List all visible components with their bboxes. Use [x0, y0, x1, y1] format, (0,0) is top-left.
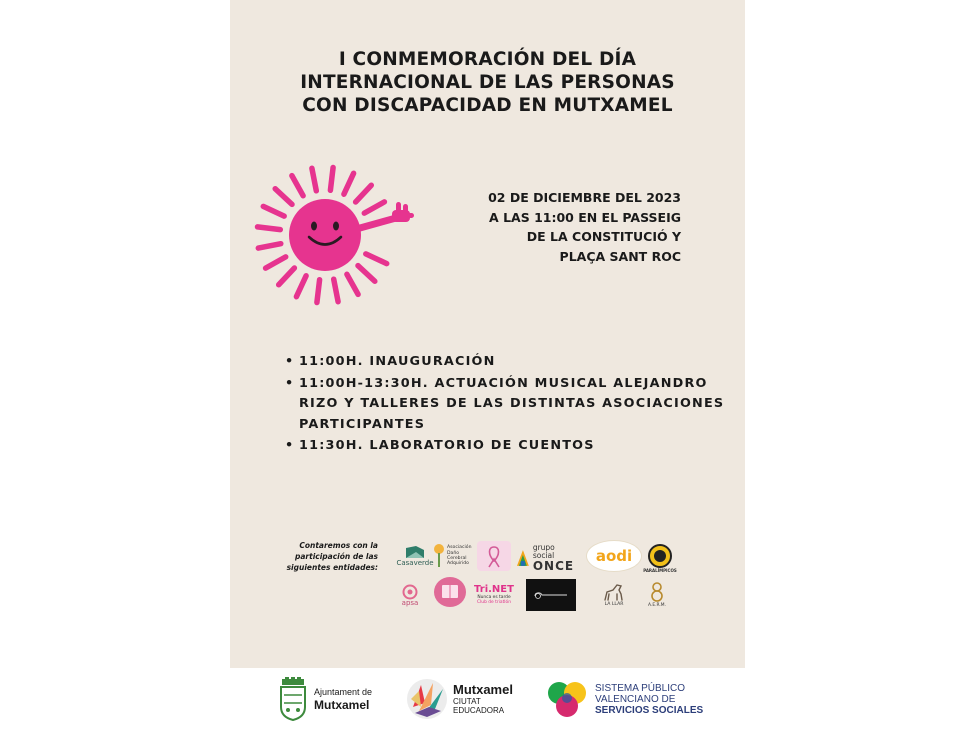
- sistema-publico-logo: [545, 676, 720, 722]
- title-line-3: CON DISCAPACIDAD EN MUTXAMEL: [302, 95, 673, 116]
- ribbon-association-logo: [476, 540, 512, 572]
- sun-ray: [364, 202, 384, 213]
- sun-ray: [347, 274, 358, 294]
- sistema-line-2: VALENCIANO DE: [595, 693, 676, 705]
- coat-of-arms-icon: [278, 677, 308, 721]
- aerm-logo: [638, 576, 676, 612]
- aodi-logo: [586, 540, 642, 572]
- book-badge-icon: [433, 576, 467, 608]
- sun-ray: [266, 257, 286, 268]
- ciutat-line-3: EDUCADORA: [453, 706, 505, 715]
- apsa-label: apsa: [401, 598, 419, 607]
- alejandro-rizo-logo: [526, 579, 576, 611]
- ajuntament-logo: [278, 676, 388, 722]
- pink-ribbon-icon: [477, 541, 511, 571]
- sun-arm: [360, 218, 396, 228]
- sun-ray: [366, 254, 387, 264]
- horse-icon: [601, 582, 627, 602]
- sun-ray: [296, 276, 306, 297]
- sun-ray: [344, 173, 354, 194]
- trinet-label: Tri.NET: [474, 583, 514, 595]
- once-logo: [516, 544, 578, 572]
- sun-ray: [263, 206, 284, 216]
- event-place-line-1: A LAS 11:00 EN EL PASSEIG: [489, 209, 681, 225]
- sun-ray: [312, 168, 316, 191]
- once-prefix: grupo social: [532, 542, 555, 560]
- sun-ray: [358, 266, 375, 282]
- program-list: [285, 352, 725, 458]
- sun-ray: [334, 279, 338, 302]
- aerm-figure-icon: [649, 581, 665, 603]
- event-place-line-2: DE LA CONSTITUCIÓ Y: [526, 229, 681, 244]
- paralimpicos-label: PARALÍMPICOS: [643, 567, 677, 573]
- sun-ray: [292, 176, 303, 196]
- once-label: ONCE: [532, 558, 575, 573]
- sun-ray: [317, 280, 320, 303]
- program-item: • 11:00H-13:30H. ACTUACIÓN MUSICAL ALEJANDRO RIZO Y TALLERES DE LAS DISTINTAS ASOCIACIONES PARTICIPANTES: [285, 374, 725, 436]
- event-place-line-3: PLAÇA SANT ROC: [559, 248, 681, 264]
- aerm-label: A.E.R.M.: [648, 602, 666, 608]
- trinet-sub-line: Club de triatlón: [477, 599, 511, 605]
- ajuntament-line-1: Ajuntament de: [314, 686, 373, 697]
- dano-cerebral-line: Daño: [447, 550, 460, 556]
- dano-cerebral-line: Adquirido: [447, 561, 469, 567]
- smiling-sun-icon: [250, 160, 420, 310]
- trinet-sub-line: Nunca es tarde: [477, 594, 511, 600]
- la-llar-label: LA LLAR: [604, 601, 624, 607]
- title-line-1: I CONMEMORACIÓN DEL DÍA: [338, 49, 637, 70]
- la-llar-logo: [598, 578, 630, 610]
- ciutat-line-2: CIUTAT: [453, 697, 481, 706]
- event-info: [488, 188, 681, 266]
- sun-ray: [279, 268, 295, 285]
- apsa-mark-icon: [402, 584, 418, 600]
- dano-cerebral-line: Cerebral: [447, 556, 467, 561]
- colorful-hands-icon: [405, 677, 449, 721]
- paralimpicos-badge-icon: [648, 544, 672, 568]
- casaverde-logo: [395, 538, 435, 572]
- sun-ray: [330, 168, 333, 191]
- ciutat-educadora-logo: [405, 676, 525, 722]
- sun-ray: [258, 227, 281, 230]
- casaverde-mark-icon: [404, 544, 426, 560]
- flower-icon: [433, 543, 445, 569]
- program-item: • 11:30H. LABORATORIO DE CUENTOS: [285, 436, 725, 457]
- program-item: • 11:00H. INAUGURACIÓN: [285, 352, 725, 373]
- dano-cerebral-line: Asociación: [447, 545, 472, 551]
- once-mark-icon: [516, 549, 530, 567]
- collaborators-intro: Contaremos con la participación de las siguientes entidades:: [286, 541, 378, 572]
- guitar-icon: [533, 590, 569, 600]
- title-line-2: INTERNACIONAL DE LAS PERSONAS: [300, 72, 675, 93]
- ciutat-line-1: Mutxamel: [453, 682, 513, 697]
- sistema-line-1: SISTEMA PÚBLICO: [595, 682, 686, 694]
- paralimpicos-logo: [644, 541, 676, 575]
- event-date: 02 DE DICIEMBRE DEL 2023: [488, 190, 681, 205]
- sun-ray: [275, 189, 292, 205]
- sun-ray: [356, 185, 372, 202]
- apsa-logo: [396, 580, 424, 610]
- trinet-logo: [471, 576, 517, 612]
- poster-title: [230, 48, 745, 117]
- casaverde-label: Casaverde: [396, 558, 434, 567]
- ajuntament-line-2: Mutxamel: [314, 697, 370, 712]
- colored-circles-icon: [545, 677, 589, 721]
- event-poster: [230, 0, 745, 668]
- sun-ray: [258, 244, 281, 248]
- aodi-label: aodi: [595, 546, 633, 565]
- sistema-line-3: SERVICIOS SOCIALES: [595, 704, 704, 716]
- book-association-logo: [432, 576, 468, 608]
